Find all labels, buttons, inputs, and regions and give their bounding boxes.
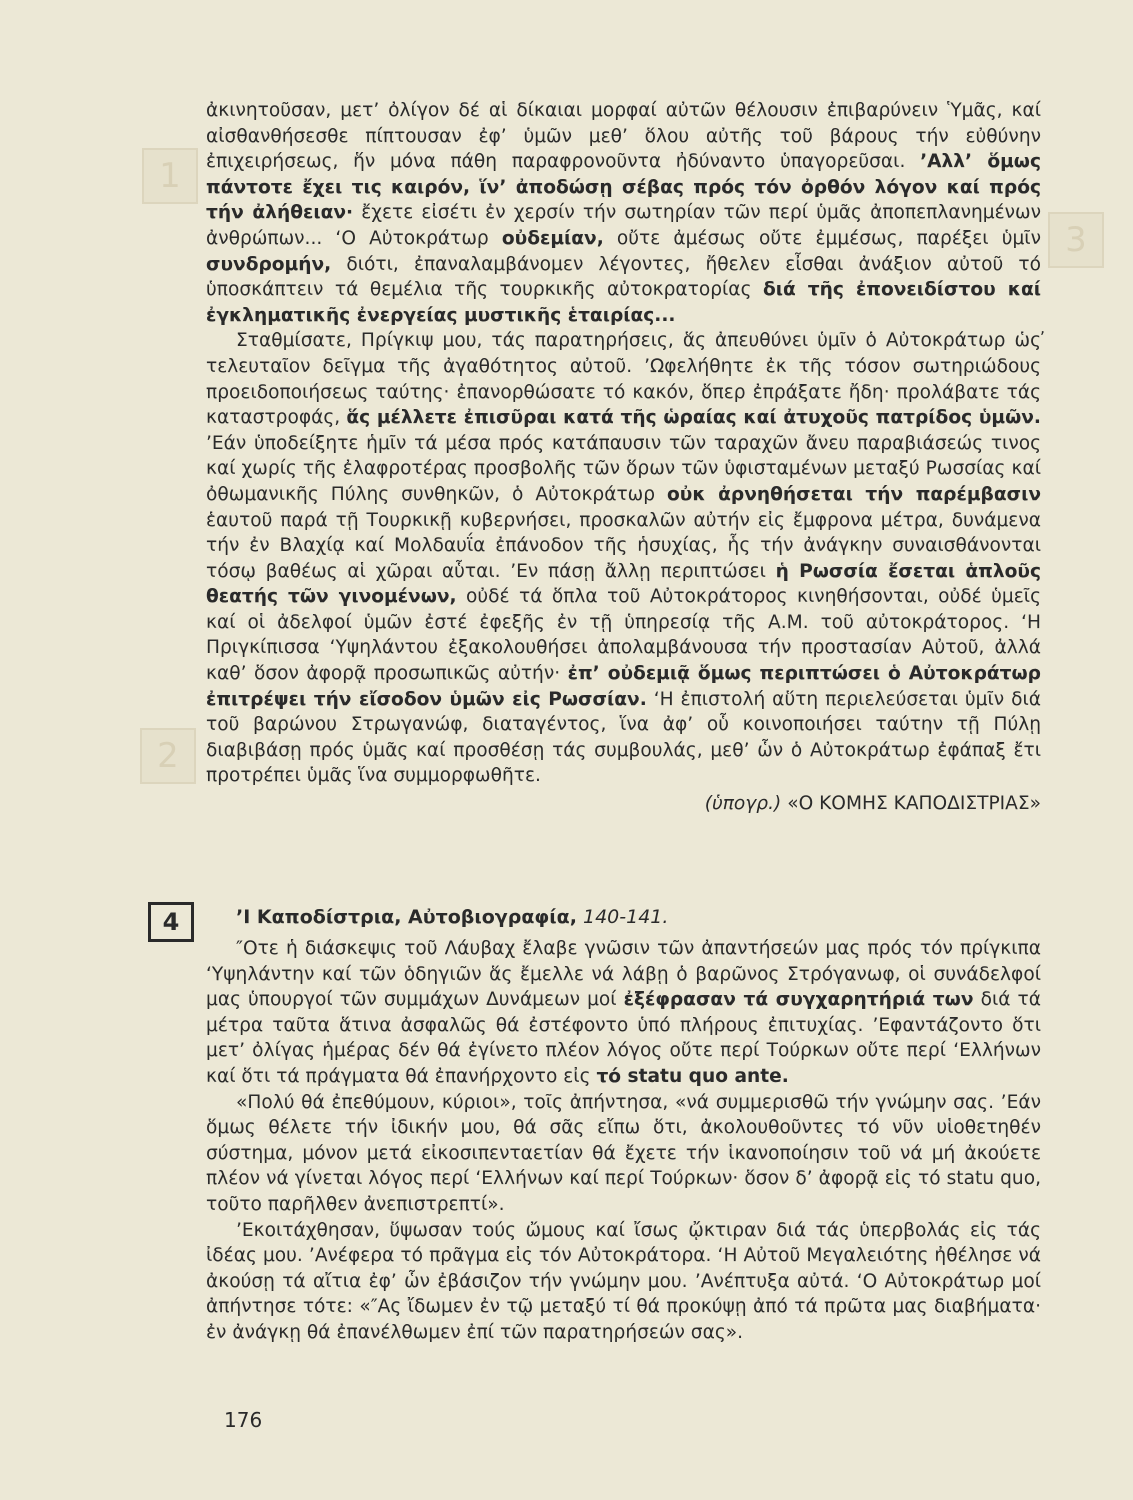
show-through-box <box>1048 212 1104 268</box>
signature-name: «Ο ΚΟΜΗΣ ΚΑΠΟΔΙΣΤΡΙΑΣ» <box>787 793 1041 815</box>
section-number-box <box>148 902 194 942</box>
signature-line <box>206 791 1041 817</box>
show-through-box <box>142 148 198 204</box>
emphasized-text: ἐπ’ οὐδεμιᾷ ὅμως περιπτώσει ὁ Αὐτοκράτωρ ἐπιτρέψει τήν εἴσοδον ὑμῶν εἰς Ρωσσίαν. <box>206 663 1041 710</box>
emphasized-text: ἐξέφρασαν τά συγχαρητήριά των <box>623 989 974 1011</box>
text-run: διότι, ἐπαναλαμβάνομεν λέγοντες, ἤθελεν εἶσθαι ἀνάξιον αὐτοῦ τό ὑποσκάπτειν τά θεμέλια τῆς τουρκικῆς αὐτοκρατορίας <box>206 253 1041 301</box>
text-run: Σταθμίσατε, Πρίγκιψ μου, τάς παρατηρήσεις, ἅς ἀπευθύνει ὑμῖν ὁ Αὐτοκράτωρ ὡς τελευταῖον δεῖγμα τῆς ἀγαθότητος αὐτοῦ. ’Ωφελήθητε ἐκ τῆς τόσον σωτηριώδους προειδοποιήσεως ταύτης· ἐπανορθώσατε τό κακόν, ὅπερ ἐπράξατε ἤδη· προλάβατε τάς καταστροφάς, <box>206 330 1041 429</box>
section-heading <box>236 904 668 930</box>
show-through-label: 1 <box>159 156 181 196</box>
emphasized-text: ’Αλλ’ ὅμως πάντοτε ἔχει τις καιρόν, ἵν’ ἀποδώσῃ σέβας πρός τόν ὀρθόν λόγον καί πρός τήν ἀλήθειαν· <box>206 151 1041 224</box>
show-through-box <box>140 728 196 784</box>
emphasized-text: ἡ Ρωσσία ἔσεται ἁπλοῦς θεατής τῶν γινομένων, <box>206 560 1042 608</box>
text-run: ″Οτε ἡ διάσκεψις τοῦ Λάυβαχ ἔλαβε γνῶσιν τῶν ἀπαντήσεών μας πρός τόν πρίγκιπα ‘Υψηλάντην καί τῶν ὁδηγιῶν ἅς ἔμελλε νά λάβῃ ὁ βαρῶνος Στρόγανωφ, οἱ συνάδελφοί μας ὑπουργοί τῶν συμμάχων Δυνάμεων μοί <box>206 938 1041 1011</box>
emphasized-text: συνδρομήν, <box>206 253 332 275</box>
section-number: 4 <box>162 908 180 936</box>
letter-paragraph <box>206 328 1041 789</box>
text-run: ’Εάν ὑποδείξητε ἡμῖν τά μέσα πρός κατάπαυσιν τῶν ταραχῶν ἄνευ παραβιάσεώς τινος καί χωρίς τῆς ἐλαφροτέρας προσβολῆς τῶν ὅρων τῶν ὑφισταμένων μεταξύ Ρωσσίας καί ὀθωμανικῆς Πύλης συνθηκῶν, ὁ Αὐτοκράτωρ <box>206 432 1041 505</box>
emphasized-text: ἅς μέλλετε ἐπισῦραι κατά τῆς ὡραίας καί ἀτυχοῦς πατρίδος ὑμῶν. <box>346 407 1041 429</box>
text-run: διά τά μέτρα ταῦτα ἅτινα ἀσφαλῶς θά ἐστέφοντο ὑπό πλήρους ἐπιτυχίας. ’Εφαντάζοντο ὅτι μετ’ ὀλίγας ἡμέρας δέν θά ἐγίνετο πλέον λόγος οὔτε περί Τούρκων οὔτε περί ‘Ελλήνων καί ὅτι τά πράγματα θά ἐπανήρχοντο εἰς <box>206 989 1041 1087</box>
show-through-label: 2 <box>157 736 179 776</box>
emphasized-text: τό statu quo ante. <box>596 1065 789 1087</box>
emphasized-text: οὐκ ἀρνηθήσεται τήν παρέμβασιν <box>667 483 1041 505</box>
section-paragraph <box>206 936 1041 1090</box>
stray-mark: , <box>1040 318 1046 337</box>
section-body <box>206 936 1041 1346</box>
text-run: ἑαυτοῦ παρά τῇ Τουρκικῇ κυβερνήσει, προσκαλῶν αὐτήν εἰς ἔμφρονα μέτρα, δυνάμενα τήν ἐν Βλαχίᾳ καί Μολδαυΐα ἐπάνοδον τῆς ἡσυχίας, ἧς τήν ἀνάγκην συναισθάνονται τόσῳ βαθέως αἱ χῶραι αὗται. ’Εν πάσῃ ἄλλῃ περιπτώσει <box>206 509 1041 582</box>
text-run: ἀκινητοῦσαν, μετ’ ὀλίγον δέ αἱ δίκαιαι μορφαί αὐτῶν θέλουσιν ἐπιβαρύνειν Ὑμᾶς, καί αἰσθανθήσεσθε πίπτουσαν ἐφ’ ὑμῶν μεθ’ ὅλου αὐτῆς τοῦ βάρους τήν εὐθύνην ἐπιχειρήσεως, ἥν μόνα πάθη παραφρονοῦντα ἠδύναντο ὑπαγορεῦσαι. <box>206 100 1041 173</box>
signature-prefix: (ὑπογρ.) <box>704 793 782 815</box>
text-run: ‘Η ἐπιστολή αὕτη περιελεύσεται ὑμῖν διά τοῦ βαρώνου Στρωγανώφ, διαταγέντος, ἵνα ἀφ’ οὗ κοινοποιήσει ταύτην τῇ Πύλῃ διαβιβάσῃ πρός ὑμᾶς καί προσθέσῃ τάς συμβουλάς, μεθ’ ὧν ὁ Αὐτοκράτωρ ἐφάπαξ ἔτι προτρέπει ὑμᾶς ἵνα συμμορφωθῆτε. <box>206 688 1041 787</box>
emphasized-text: οὐδεμίαν, <box>501 227 604 249</box>
emphasized-text: διά τῆς ἐπονειδίστου καί ἐγκληματικῆς ἐνεργείας μυστικῆς ἑταιρίας... <box>206 279 1041 326</box>
text-run: οὐδέ τά ὅπλα τοῦ Αὐτοκράτορος κινηθήσονται, οὐδέ ὑμεῖς καί οἱ ἀδελφοί ὑμῶν ἐστέ ἐφεξῆς ἐν τῇ ὑπηρεσίᾳ τῆς Α.Μ. τοῦ αὐτοκράτορος. ‘Η Πριγκίπισσα ‘Υψηλάντου ἐξακολουθήσει ἀπολαμβάνουσα τήν προστασίαν Αὐτοῦ, ἀλλά καθ’ ὅσον ἀφορᾷ προσωπικῶς αὐτήν· <box>206 586 1041 685</box>
text-run: οὔτε ἀμέσως οὔτε ἐμμέσως, παρέξει ὑμῖν <box>603 227 1041 249</box>
section-paragraph: ’Εκοιτάχθησαν, ὕψωσαν τούς ὤμους καί ἴσως ᾤκτιραν διά τάς ὑπερβολάς εἰς τάς ἰδέας μου. ’Ανέφερα τό πρᾶγμα εἰς τόν Αὐτοκράτορα. ‘Η Αὐτοῦ Μεγαλειότης ἠθέλησε νά ἀκούσῃ τά αἴτια ἐφ’ ὧν ἐβάσιζον τήν γνώμην μου. ’Ανέπτυξα αὐτά. ‘Ο Αὐτοκράτωρ μοί ἀπήντησε τότε: «″Ας ἴδωμεν ἐν τῷ μεταξύ τί θά προκύψῃ ἀπό τά πρῶτα μας διαβήματα· ἐν ἀνάγκῃ θά ἐπανέλθωμεν ἐπί τῶν παρατηρήσεών σας». <box>206 1219 1041 1343</box>
page-number: 176 <box>224 1408 263 1432</box>
letter-paragraph <box>206 98 1041 328</box>
section-source-pages: 140-141. <box>582 906 669 928</box>
section-source-title: ’Ι Καποδίστρια, Αὐτοβιογραφία, <box>236 906 577 928</box>
letter-body <box>206 98 1041 817</box>
text-run: ἔχετε εἰσέτι ἐν χερσίν τήν σωτηρίαν τῶν περί ὑμᾶς ἀποπεπλανημένων ἀνθρώπων... ‘Ο Αὐτοκράτωρ <box>206 202 1041 249</box>
show-through-label: 3 <box>1065 220 1087 260</box>
section-paragraph: «Πολύ θά ἐπεθύμουν, κύριοι», τοῖς ἀπήντησα, «νά συμμερισθῶ τήν γνώμην σας. ’Εάν ὅμως θέλετε τήν ἰδικήν μου, θά σᾶς εἴπω ὅτι, ἀκολουθοῦντες τό νῦν υἱοθετηθέν σύστημα, μόνον μετά εἰκοσιπενταετίαν θά ἔχετε τήν ἱκανοποίησιν τοῦ νά μή ἀκούετε πλέον νά γίνεται λόγος περί ‘Ελλήνων καί περί Τούρκων· ὅσον δ’ ἀφορᾷ εἰς τό statu quo, τοῦτο παρῆλθεν ἀνεπιστρεπτί». <box>206 1091 1041 1215</box>
